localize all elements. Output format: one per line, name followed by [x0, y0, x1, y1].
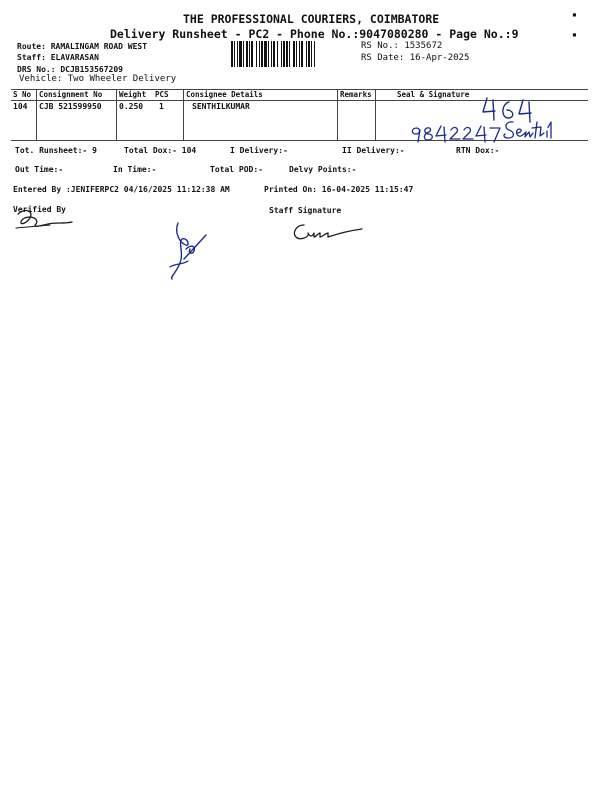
header-remarks: Remarks: [340, 90, 372, 99]
cell-pcs: 1: [159, 102, 164, 111]
cell-consignee: SENTHILKUMAR: [192, 102, 250, 111]
barcode-bar: [314, 41, 315, 67]
barcode-bar: [234, 41, 235, 67]
out-time: Out Time:-: [15, 165, 64, 174]
barcode-bar: [301, 41, 303, 67]
barcode-bar: [293, 41, 295, 67]
company-title: THE PROFESSIONAL COURIERS, COIMBATORE: [183, 12, 440, 26]
barcode-bar: [246, 41, 248, 67]
corner-mark-top: ▪: [572, 10, 577, 19]
header-consignment: Consignment No: [39, 90, 103, 99]
barcode-bar: [271, 41, 272, 67]
barcode-bar: [243, 41, 244, 67]
blue-initials-signature: [160, 215, 220, 285]
barcode-bar: [273, 41, 275, 67]
rs-number: RS No.: 1535672: [361, 41, 443, 51]
barcode-bar: [289, 41, 290, 67]
drs-number: DRS No.: DCJB153567209: [17, 65, 123, 74]
barcode-bar: [259, 41, 260, 67]
total-pod: Total POD:-: [210, 165, 263, 174]
barcode-bar: [264, 41, 267, 67]
rtn-dox: RTN Dox:-: [456, 146, 500, 155]
barcode-bar: [256, 41, 257, 67]
tot-runsheet: Tot. Runsheet:- 9: [15, 146, 97, 155]
barcode-bar: [251, 41, 253, 67]
delvy-points: Delvy Points:-: [289, 165, 357, 174]
route-label: Route: RAMALINGAM ROAD WEST: [17, 42, 148, 51]
barcode-bar: [286, 41, 288, 67]
rs-date: RS Date: 16-Apr-2025: [361, 53, 470, 63]
barcode-bar: [277, 41, 278, 67]
header-seal-signature: Seal & Signature: [397, 90, 470, 99]
barcode-bar: [283, 41, 285, 67]
barcode: [230, 41, 355, 67]
corner-mark-bottom: ▪: [572, 30, 577, 39]
barcode-bar: [237, 41, 238, 67]
cell-sno: 104: [13, 102, 28, 111]
barcode-bar: [281, 41, 282, 67]
vehicle-label: Vehicle: Two Wheeler Delivery: [19, 74, 177, 84]
header-consignee: Consignee Details: [186, 90, 263, 99]
barcode-bar: [311, 41, 312, 67]
staff-label: Staff: ELAVARASAN: [17, 53, 99, 62]
staff-signature: [290, 217, 370, 247]
cell-weight: 0.250: [119, 102, 144, 111]
barcode-bar: [299, 41, 300, 67]
cell-consignment: CJB 521599950: [39, 102, 102, 111]
runsheet-subtitle: Delivery Runsheet - PC2 - Phone No.:9047080280 - Page No.:9: [110, 27, 519, 41]
verified-by-label: Verified By: [13, 205, 66, 214]
i-delivery: I Delivery:-: [230, 146, 288, 155]
barcode-bar: [231, 41, 233, 67]
total-dox: Total Dox:- 104: [124, 146, 197, 155]
barcode-bar: [261, 41, 263, 67]
barcode-bar: [268, 41, 269, 67]
barcode-bar: [306, 41, 307, 67]
barcode-bar: [308, 41, 310, 67]
header-weight: Weight: [119, 90, 147, 99]
entered-by: Entered By :JENIFERPC2 04/16/2025 11:12:38 AM: [13, 185, 230, 194]
in-time: In Time:-: [113, 165, 157, 174]
verified-by-signature: [10, 198, 80, 238]
ii-delivery: II Delivery:-: [342, 146, 405, 155]
printed-on: Printed On: 16-04-2025 11:15:47: [264, 185, 414, 194]
barcode-bar: [249, 41, 250, 67]
handwritten-seal-signature: [405, 92, 575, 150]
header-sno: S No: [13, 90, 32, 99]
header-pcs: PCS: [155, 90, 169, 99]
barcode-bar: [296, 41, 297, 67]
staff-signature-label: Staff Signature: [269, 206, 342, 215]
barcode-bar: [239, 41, 242, 67]
